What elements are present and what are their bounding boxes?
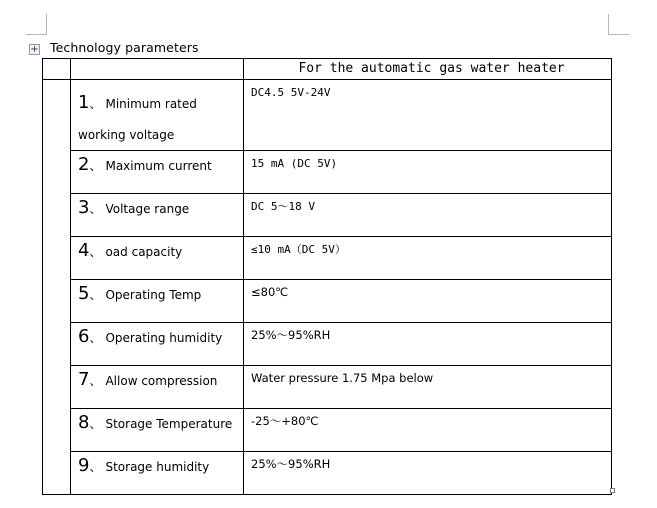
table-row <box>43 237 612 280</box>
header-blank-cell <box>43 59 71 80</box>
section-heading: Technology parameters <box>50 40 199 55</box>
table-end-marker-icon <box>610 488 615 493</box>
param-value: -25～+80℃ <box>251 414 319 428</box>
row-number: 8 <box>78 412 90 433</box>
table-header-title: For the automatic gas water heater <box>298 61 565 76</box>
table-row <box>43 323 612 366</box>
row-number: 7 <box>78 369 90 390</box>
param-value: DC 5～18 V <box>251 200 315 213</box>
page-corner-mark-top-left <box>26 14 47 35</box>
row-separator: 、 <box>89 374 102 388</box>
header-blank-cell <box>71 59 244 80</box>
param-value: 25%～95%RH <box>251 457 331 471</box>
param-cell <box>71 452 244 495</box>
value-cell <box>244 452 612 495</box>
param-value: Water pressure 1.75 Mpa below <box>251 371 434 385</box>
row-number: 9 <box>78 455 90 476</box>
table-move-handle-icon[interactable]: + <box>30 44 39 55</box>
row-number: 2 <box>78 154 90 175</box>
value-cell <box>244 280 612 323</box>
row-separator: 、 <box>89 417 102 431</box>
table-row <box>43 366 612 409</box>
param-value: ≤80℃ <box>251 285 289 299</box>
table-row <box>43 151 612 194</box>
param-label: Operating humidity <box>105 331 223 345</box>
row-separator: 、 <box>89 245 102 259</box>
table-row <box>43 194 612 237</box>
param-label: Storage Temperature <box>105 417 233 431</box>
param-label: Allow compression <box>105 374 218 388</box>
param-value: 15 mA (DC 5V) <box>251 157 338 170</box>
param-cell <box>71 409 244 452</box>
table-row <box>43 80 612 151</box>
page-corner-mark-top-right <box>608 14 629 35</box>
row-separator: 、 <box>89 288 102 302</box>
param-cell <box>71 237 244 280</box>
value-cell <box>244 366 612 409</box>
parameters-table <box>42 58 612 495</box>
param-label: Operating Temp <box>105 288 202 302</box>
value-cell <box>244 80 612 151</box>
table-row <box>43 409 612 452</box>
value-cell <box>244 237 612 280</box>
param-cell <box>71 366 244 409</box>
param-label: Voltage range <box>105 202 190 216</box>
index-column-cell <box>43 80 71 495</box>
row-separator: 、 <box>89 331 102 345</box>
param-label: Minimum rated working voltage <box>78 97 197 142</box>
param-label: Storage humidity <box>105 460 210 474</box>
table-row <box>43 452 612 495</box>
row-separator: 、 <box>89 460 102 474</box>
value-cell <box>244 409 612 452</box>
row-number: 3 <box>78 197 90 218</box>
table-header-row <box>43 59 612 80</box>
row-number: 5 <box>78 283 90 304</box>
row-number: 6 <box>78 326 90 347</box>
param-cell <box>71 151 244 194</box>
row-separator: 、 <box>89 159 102 173</box>
param-label: oad capacity <box>105 245 183 259</box>
table-row <box>43 280 612 323</box>
param-value: DC4.5 5V-24V <box>251 86 331 99</box>
param-cell <box>71 280 244 323</box>
row-number: 4 <box>78 240 90 261</box>
param-value: ≤10 mA（DC 5V） <box>251 243 346 256</box>
param-value: 25%～95%RH <box>251 328 331 342</box>
row-number: 1 <box>78 92 90 113</box>
value-cell <box>244 323 612 366</box>
header-cell <box>244 59 612 80</box>
value-cell <box>244 194 612 237</box>
param-label: Maximum current <box>105 159 212 173</box>
row-separator: 、 <box>89 97 102 111</box>
row-separator: 、 <box>89 202 102 216</box>
param-cell <box>71 194 244 237</box>
param-cell <box>71 80 244 151</box>
param-cell <box>71 323 244 366</box>
value-cell <box>244 151 612 194</box>
